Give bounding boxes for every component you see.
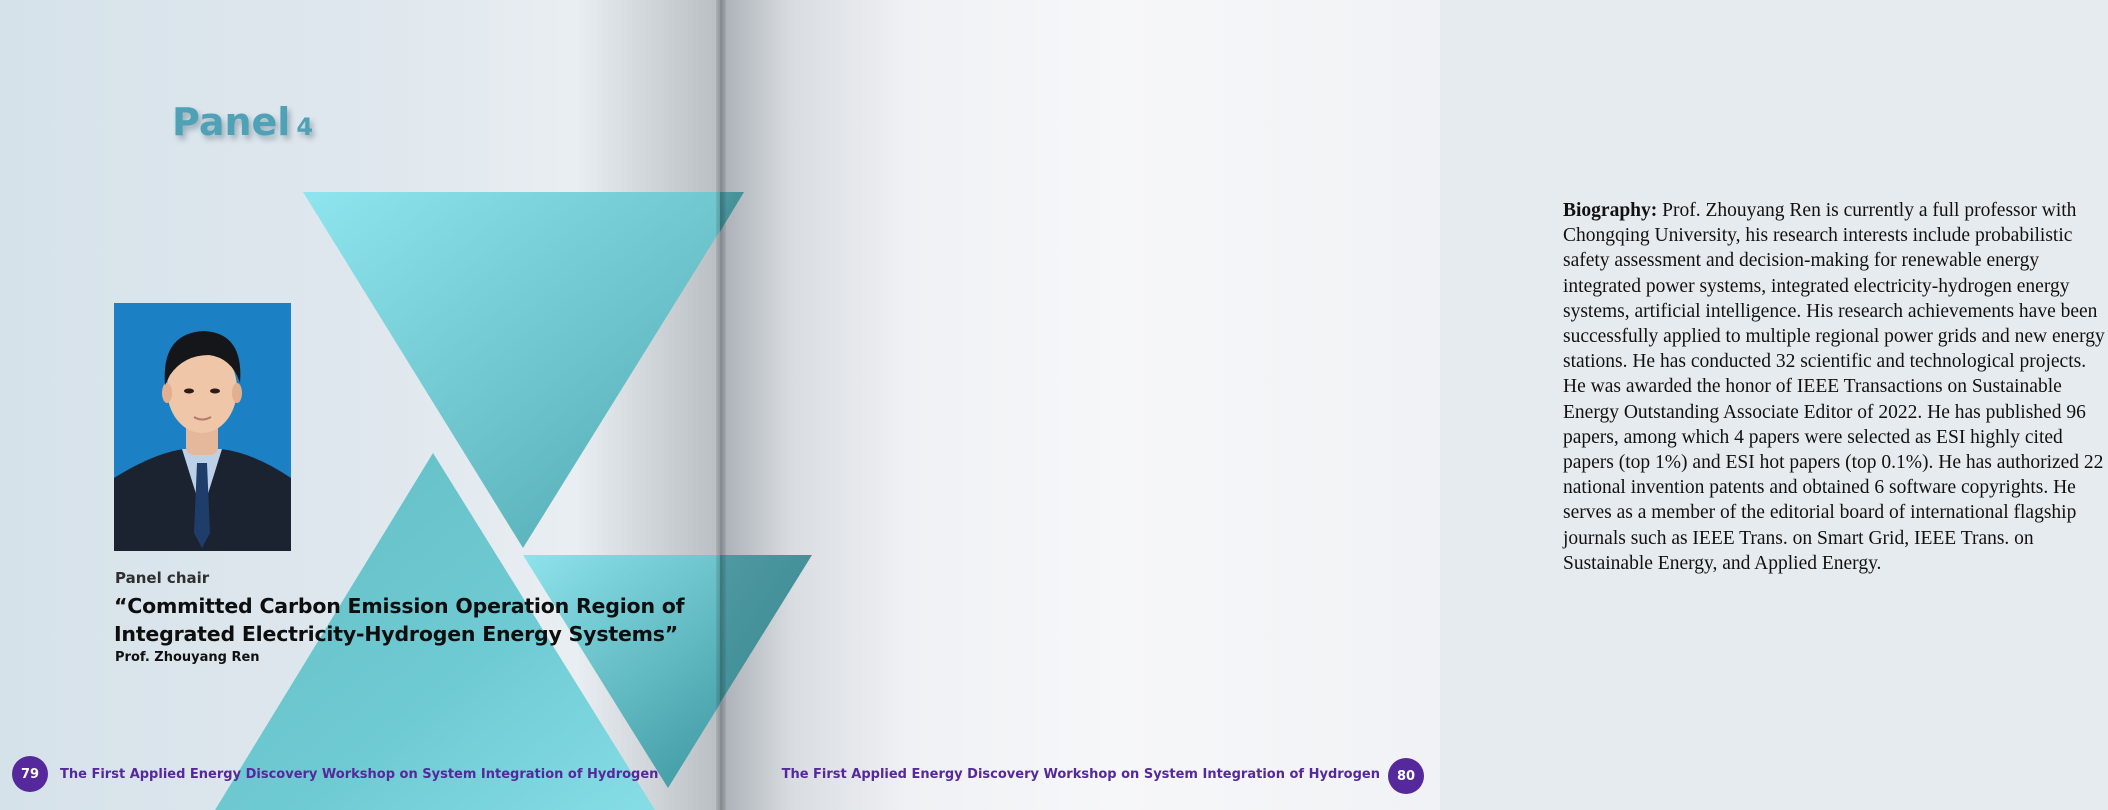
biography-text: Prof. Zhouyang Ren is currently a full professor with Chongqing University, his research interests include probabilistic safety assessment and decision-making for renewable energy integrated power systems, integrated electricity-hydrogen energy systems, artificial intelligence. His research achievements have been successfully applied to multiple regional power grids and new energy stations. He has conducted 32 scientific and technological projects. He was awarded the honor of IEEE Transactions on Sustainable Energy Outstanding Associate Editor of 2022. He has published 96 papers, among which 4 papers were selected as ESI highly cited papers (top 1%) and ESI hot papers (top 0.1%). He has authorized 22 national invention patents and obtained 6 software copyrights. He serves as a member of the editorial board of international flagship journals such as IEEE Trans. on Smart Grid, IEEE Trans. on Sustainable Energy, and Applied Energy. bbox=[1563, 200, 2105, 574]
book-spine bbox=[716, 0, 726, 810]
page-number-right: 80 bbox=[1388, 758, 1424, 794]
talk-title: “Committed Carbon Emission Operation Region of Integrated Electricity-Hydrogen Energy Systems” bbox=[114, 594, 685, 646]
panel-title-word: Panel bbox=[172, 100, 291, 144]
decorative-triangles-overflow bbox=[720, 0, 1440, 810]
footer-left: The First Applied Energy Discovery Workshop on System Integration of Hydrogen bbox=[60, 767, 659, 782]
panel-chair-label: Panel chair bbox=[115, 569, 210, 587]
biography-label: Biography: bbox=[1563, 200, 1658, 221]
triangle-large-inverted bbox=[303, 192, 744, 548]
speaker-name: Prof. Zhouyang Ren bbox=[115, 650, 260, 665]
biography bbox=[1563, 198, 2108, 576]
footer-right: The First Applied Energy Discovery Workshop on System Integration of Hydrogen bbox=[781, 767, 1380, 782]
right-page bbox=[720, 0, 2105, 810]
decorative-triangles bbox=[0, 0, 720, 810]
page-number-left: 79 bbox=[12, 756, 48, 792]
left-page bbox=[0, 0, 720, 810]
panel-title bbox=[172, 100, 313, 144]
triangle-edge-bottom bbox=[720, 555, 812, 703]
speaker-photo bbox=[114, 303, 291, 551]
panel-number: 4 bbox=[296, 113, 314, 141]
